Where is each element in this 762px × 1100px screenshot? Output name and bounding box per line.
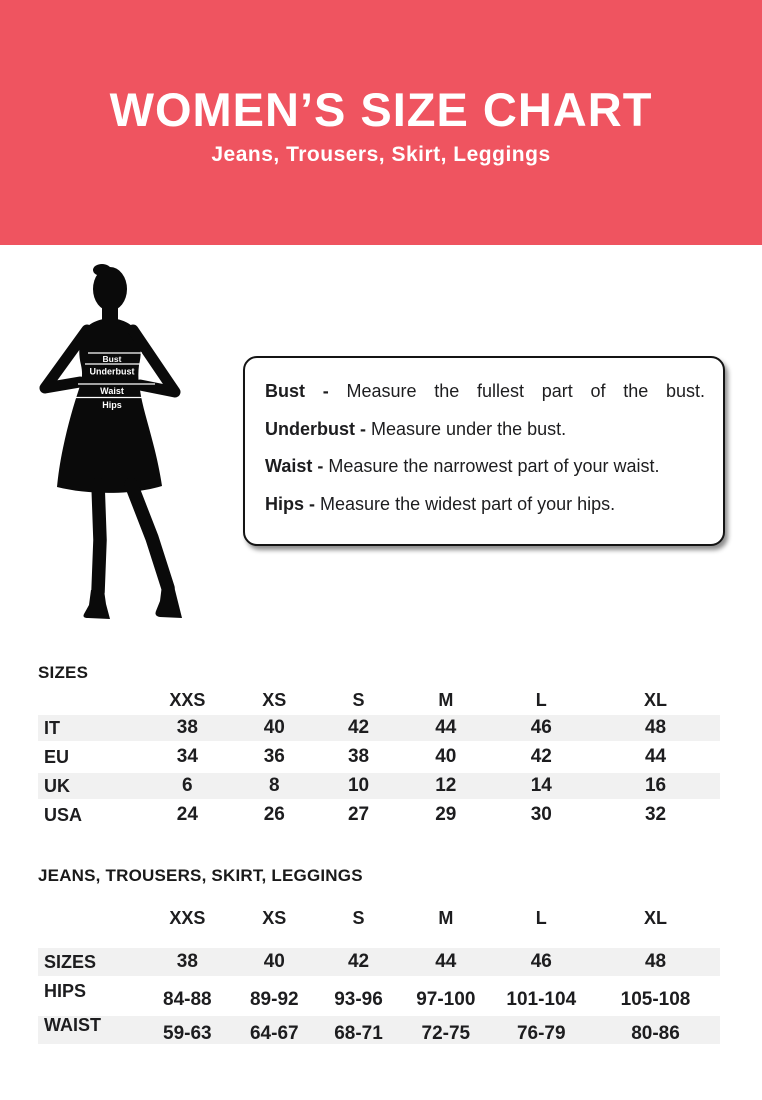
row-label: SIZES xyxy=(44,951,97,972)
column-header-l: L xyxy=(535,690,547,710)
cell: 64-67 xyxy=(249,1023,299,1044)
info-line-waist xyxy=(265,448,705,486)
column-header-xs: XS xyxy=(262,690,287,710)
cell: 38 xyxy=(347,746,370,767)
cell: 44 xyxy=(435,717,457,738)
column-header-m: M xyxy=(438,908,454,928)
row-label: EU xyxy=(44,746,70,767)
table-row-hips xyxy=(38,982,720,1010)
cell: 89-92 xyxy=(249,989,299,1010)
cell: 97-100 xyxy=(416,989,476,1010)
cell: 44 xyxy=(435,951,457,972)
cell: 8 xyxy=(269,775,280,796)
column-header-xs: XS xyxy=(262,908,287,928)
cell: 26 xyxy=(263,804,285,825)
figure-label-bust: Bust xyxy=(102,354,122,364)
cell: 40 xyxy=(263,717,285,738)
cell: 6 xyxy=(182,775,193,796)
cell: 34 xyxy=(176,746,198,767)
cell: 12 xyxy=(435,775,457,796)
info-term-hips: Hips - xyxy=(265,493,316,514)
right-leg-shape xyxy=(131,484,168,588)
measurement-info-box xyxy=(243,356,725,546)
cell: 27 xyxy=(347,804,370,825)
column-header-l: L xyxy=(535,908,547,928)
garment-table-heading: JEANS, TROUSERS, SKIRT, LEGGINGS xyxy=(38,866,363,885)
cell: 36 xyxy=(263,746,285,767)
column-header-s: S xyxy=(352,690,365,710)
cell: 38 xyxy=(176,951,198,972)
cell: 42 xyxy=(347,951,370,972)
cell: 101-104 xyxy=(506,989,577,1010)
info-line-underbust xyxy=(265,411,705,449)
table-row-it xyxy=(38,715,720,741)
column-header-xl: XL xyxy=(644,908,668,928)
row-label: UK xyxy=(44,775,70,796)
cell: 46 xyxy=(530,717,552,738)
cell: 38 xyxy=(176,717,198,738)
table-row-sizes xyxy=(38,948,720,976)
info-text-waist: Measure the narrowest part of your waist. xyxy=(328,456,660,476)
cell: 72-75 xyxy=(421,1023,471,1044)
row-label: USA xyxy=(44,804,83,825)
cell: 40 xyxy=(435,746,457,767)
cell: 44 xyxy=(644,746,667,767)
cell: 68-71 xyxy=(334,1023,383,1044)
column-header-xxs: XXS xyxy=(169,908,206,928)
cell: 59-63 xyxy=(163,1023,212,1044)
table-row-eu xyxy=(38,744,720,770)
cell: 30 xyxy=(530,804,552,825)
woman-silhouette-illustration xyxy=(35,262,185,620)
cell: 42 xyxy=(530,746,552,767)
cell: 10 xyxy=(347,775,370,796)
cell: 29 xyxy=(435,804,457,825)
hero-banner xyxy=(0,0,762,245)
info-term-waist: Waist - xyxy=(265,456,324,476)
info-text-underbust: Measure under the bust. xyxy=(371,418,567,439)
info-text-hips: Measure the widest part of your hips. xyxy=(320,493,616,514)
row-label: HIPS xyxy=(44,980,87,1001)
column-header-xxs: XXS xyxy=(169,690,206,710)
column-header-xl: XL xyxy=(644,690,668,710)
column-header-s: S xyxy=(352,908,365,928)
table-row-usa xyxy=(38,802,720,828)
left-leg-shape xyxy=(98,484,100,592)
cell: 14 xyxy=(530,775,552,796)
cell: 84-88 xyxy=(163,989,212,1010)
info-text-bust: Measure the fullest part of the bust. xyxy=(346,381,705,401)
info-line-hips xyxy=(265,486,705,524)
cell: 76-79 xyxy=(516,1023,566,1044)
info-term-bust: Bust - xyxy=(265,381,329,401)
page-subtitle: Jeans, Trousers, Skirt, Leggings xyxy=(211,143,551,166)
cell: 48 xyxy=(644,951,667,972)
info-term-underbust: Underbust - xyxy=(265,418,366,439)
left-shoe-shape xyxy=(84,590,111,619)
cell: 48 xyxy=(644,717,667,738)
table-row-uk xyxy=(38,773,720,799)
row-label: IT xyxy=(44,717,60,738)
column-header-m: M xyxy=(438,690,454,710)
page-title: WOMEN’S SIZE CHART xyxy=(109,83,653,136)
row-label: WAIST xyxy=(44,1014,101,1035)
right-shoe-shape xyxy=(156,585,183,618)
cell: 24 xyxy=(176,804,198,825)
cell: 80-86 xyxy=(631,1023,680,1044)
cell: 93-96 xyxy=(334,989,383,1010)
cell: 46 xyxy=(530,951,552,972)
garment-table-header-row xyxy=(38,908,720,928)
garment-table xyxy=(38,908,720,1050)
table-row-waist xyxy=(38,1016,720,1044)
sizes-table-header-row xyxy=(38,690,720,710)
figure-label-waist: Waist xyxy=(100,386,124,396)
cell: 105-108 xyxy=(620,989,691,1010)
figure-label-hips: Hips xyxy=(102,400,122,410)
cell: 32 xyxy=(644,804,667,825)
figure-label-underbust: Underbust xyxy=(89,366,135,377)
sizes-table xyxy=(38,690,720,831)
cell: 16 xyxy=(644,775,667,796)
sizes-table-heading: SIZES xyxy=(38,663,89,682)
info-line-bust xyxy=(265,373,705,411)
cell: 42 xyxy=(347,717,370,738)
cell: 40 xyxy=(263,951,285,972)
